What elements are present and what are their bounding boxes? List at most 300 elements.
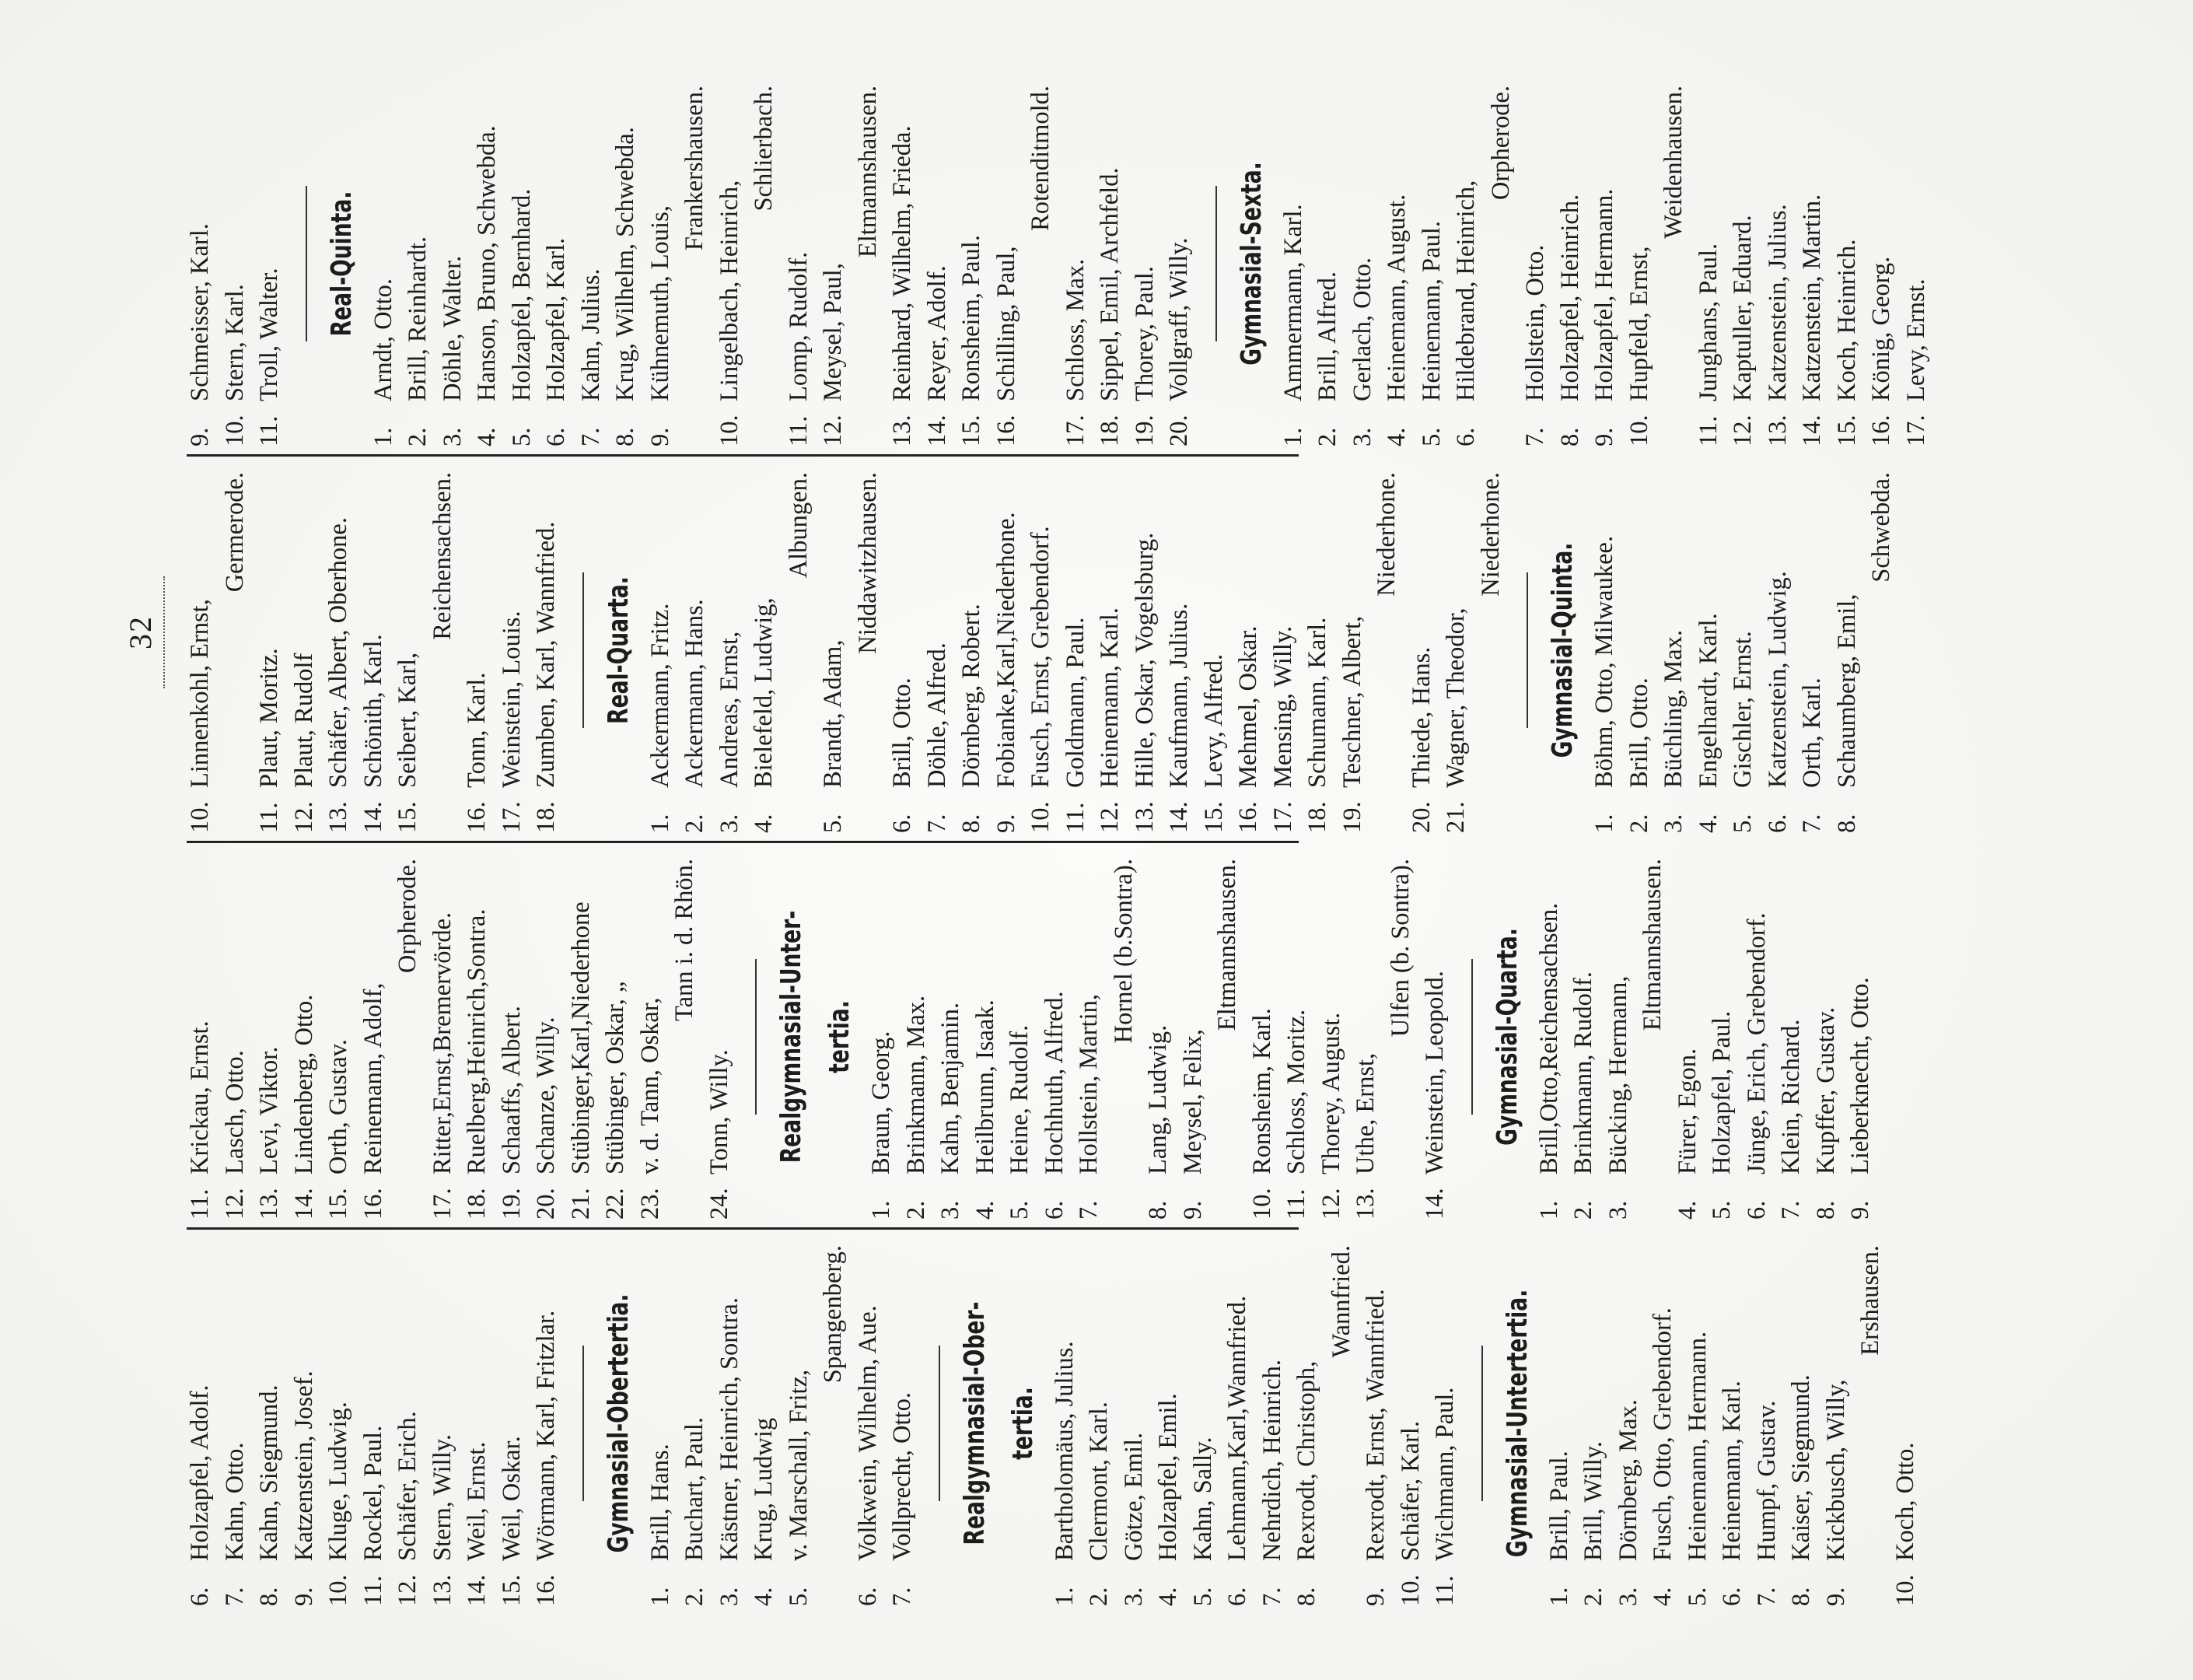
student-name: Thorey, August.: [1317, 1012, 1345, 1174]
student-entry: [1449, 81, 1484, 446]
student-entry: [529, 854, 564, 1220]
student-name: Heinemann, August.: [1383, 194, 1411, 401]
student-entry: [920, 467, 955, 833]
student-entry: [287, 1241, 322, 1606]
entry-number: 3.: [1660, 814, 1688, 833]
entry-continuation: Germerode.: [220, 472, 249, 593]
entry-number: 9.: [1178, 1200, 1207, 1220]
student-entry: [218, 1241, 253, 1606]
entry-number: 18.: [463, 1188, 491, 1220]
entry-number: 8.: [1292, 1587, 1320, 1606]
student-entry: [252, 81, 287, 446]
column-2: [183, 843, 1952, 1227]
student-name: Heinemann, Paul.: [1417, 221, 1446, 401]
entry-number: 14.: [359, 801, 387, 833]
student-entry: [1715, 1241, 1750, 1606]
student-entry: [1553, 81, 1588, 446]
entry-number: 14.: [1421, 1188, 1449, 1220]
student-entry: [920, 81, 955, 446]
entry-number: 10.: [186, 801, 214, 833]
entry-number: 16.: [1234, 801, 1262, 833]
student-name: Kahn, Sally.: [1188, 1437, 1217, 1561]
entry-continuation: Eltmannshausen.: [853, 86, 882, 258]
entry-number: 11.: [1061, 802, 1090, 833]
entry-number: 11.: [784, 415, 813, 446]
student-entry: [885, 467, 920, 833]
student-entry: [356, 854, 391, 1220]
entry-number: 15.: [957, 415, 985, 446]
entry-number: 10.: [324, 1574, 352, 1606]
student-entry: [1418, 854, 1453, 1220]
entry-number: 2.: [1085, 1587, 1113, 1606]
class-heading: Realgymnasial-Unter-: [775, 910, 807, 1164]
entry-number: 5.: [1708, 1200, 1736, 1220]
entry-number: 9.: [1590, 427, 1618, 446]
student-entry: [1314, 854, 1349, 1220]
entry-number: 1.: [1590, 814, 1618, 833]
student-name: v. d. Tann, Oskar,: [635, 997, 664, 1174]
entry-number: 23.: [635, 1188, 664, 1220]
entry-number: 1.: [1278, 427, 1307, 446]
student-entry: [1899, 81, 1934, 446]
student-entry: [1380, 81, 1415, 446]
column-1: [183, 1230, 1952, 1614]
student-entry: [1691, 467, 1726, 833]
entry-number: 12.: [220, 1188, 249, 1220]
student-name: Thorey, Paul.: [1130, 266, 1159, 401]
entry-number: 10.: [1247, 1188, 1276, 1220]
student-name: Brandt, Adam,: [819, 639, 847, 788]
student-name: Linnenkohl, Ernst,: [186, 599, 214, 788]
entry-number: 8.: [1811, 1200, 1840, 1220]
student-entry: [989, 81, 1024, 446]
student-name: Heine, Rudolf.: [1006, 1024, 1034, 1174]
entry-continuation: Eltmannshausen.: [1639, 859, 1667, 1031]
entry-number: 2.: [1625, 814, 1653, 833]
entry-number: 5.: [1683, 1587, 1712, 1606]
student-entry: [1864, 81, 1899, 446]
student-name: Heinemann, Karl.: [1096, 607, 1124, 788]
student-name: Hochhuth, Alfred.: [1040, 991, 1069, 1174]
student-name: Heinemann, Hermann.: [1683, 1331, 1712, 1561]
section-separator: [744, 959, 757, 1115]
page-number: 32: [123, 615, 158, 649]
student-name: Schilling, Paul,: [992, 246, 1020, 401]
entry-number: 19.: [1130, 415, 1159, 446]
student-name: Kickbusch, Willy,: [1821, 1379, 1850, 1561]
student-name: Katzenstein, Ludwig.: [1763, 571, 1792, 788]
section-separator: [572, 1346, 584, 1501]
student-name: Reyer, Adolf.: [922, 265, 951, 401]
student-entry: [954, 467, 989, 833]
entry-number: 5.: [507, 427, 536, 446]
student-name: Engelhardt, Karl.: [1694, 613, 1723, 788]
entry-number: 6.: [888, 814, 916, 833]
student-entry: [321, 854, 356, 1220]
student-entry: [505, 81, 540, 446]
student-entry: [1784, 1241, 1819, 1606]
student-name: Volkwein, Wilhelm, Aue.: [853, 1305, 882, 1561]
entry-number: 2.: [1579, 1587, 1607, 1606]
student-entry: [1093, 467, 1128, 833]
entry-number: 3.: [438, 427, 467, 446]
entry-continuation: Spangenberg.: [819, 1245, 847, 1384]
student-name: Bücking, Hermann,: [1604, 975, 1632, 1174]
entry-number: 11.: [1694, 415, 1723, 446]
student-entry: [252, 854, 287, 1220]
entry-number: 15.: [324, 1188, 352, 1220]
entry-number: 14.: [1165, 801, 1193, 833]
student-entry: [1310, 81, 1345, 446]
entry-number: 21.: [1442, 801, 1470, 833]
student-name: Orth, Gustav.: [324, 1039, 352, 1174]
student-entry: [1197, 467, 1232, 833]
entry-number: 4.: [1649, 1587, 1677, 1606]
student-name: Wichmann, Paul.: [1431, 1387, 1459, 1561]
student-name: Mehmel, Oskar.: [1234, 625, 1262, 788]
student-name: Brill, Hans.: [645, 1444, 674, 1561]
student-entry: [1761, 81, 1796, 446]
student-name: Schumann, Karl.: [1303, 617, 1331, 788]
student-entry: [1117, 1241, 1152, 1606]
student-entry: [183, 854, 218, 1220]
entry-number: 1.: [645, 814, 674, 833]
student-name: Gischler, Ernst.: [1729, 631, 1757, 788]
student-entry: [460, 467, 495, 833]
entry-number: 9.: [1821, 1587, 1850, 1606]
entry-number: 12.: [393, 1574, 421, 1606]
student-entry: [608, 81, 643, 446]
entry-number: 6.: [1763, 814, 1792, 833]
student-entry: [816, 467, 851, 833]
student-entry: [321, 1241, 356, 1606]
student-entry: [782, 81, 817, 446]
entry-number: 7.: [1257, 1587, 1286, 1606]
student-name: Levi, Viktor.: [255, 1046, 283, 1174]
entry-number: 6.: [1452, 427, 1480, 446]
student-name: Tonn, Karl.: [463, 672, 491, 788]
student-entry: [1888, 1241, 1923, 1606]
entry-number: 11.: [359, 1575, 387, 1606]
entry-continuation: Eltmannshausen.: [1213, 859, 1241, 1031]
student-name: Uthe, Ernst,: [1352, 1052, 1380, 1174]
entry-number: 13.: [428, 1574, 456, 1606]
entry-continuation: Weidenhausen.: [1660, 86, 1688, 239]
student-entry: [287, 854, 322, 1220]
student-entry: [1761, 467, 1796, 833]
student-name: Levy, Alfred.: [1199, 653, 1228, 788]
entry-number: 2.: [1313, 427, 1341, 446]
entry-number: 5.: [1729, 814, 1757, 833]
student-entry: [321, 467, 356, 833]
entry-number: 14.: [1798, 415, 1826, 446]
entry-number: 1.: [1534, 1200, 1563, 1220]
student-name: Weil, Oskar.: [497, 1436, 526, 1561]
entry-number: 3.: [1614, 1587, 1642, 1606]
entry-number: 17.: [1901, 415, 1930, 446]
student-name: Döhle, Alfred.: [922, 642, 951, 788]
student-name: Katzenstein, Julius.: [1763, 204, 1792, 401]
student-entry: [633, 854, 668, 1220]
student-name: Brill,Otto,Reichensachsen.: [1534, 902, 1563, 1174]
entry-number: 11.: [186, 1188, 214, 1220]
student-entry: [1750, 1241, 1785, 1606]
student-entry: [712, 1241, 747, 1606]
entry-number: 5.: [1417, 427, 1446, 446]
entry-number: 16.: [1867, 415, 1895, 446]
entry-number: 14.: [922, 415, 951, 446]
student-name: Humpf, Gustav.: [1752, 1400, 1781, 1561]
student-name: Brill, Willy.: [1579, 1441, 1607, 1561]
student-name: Lasch, Otto.: [220, 1050, 249, 1174]
student-entry: [1176, 854, 1211, 1220]
entry-continuation: Orpherode.: [1486, 86, 1515, 201]
student-entry: [954, 81, 989, 446]
student-entry: [1415, 81, 1450, 446]
student-name: Weil, Ernst.: [463, 1441, 491, 1561]
student-entry: [702, 854, 737, 1220]
student-name: Böhm, Otto, Milwaukee.: [1590, 535, 1618, 788]
student-entry: [1255, 1241, 1290, 1606]
entry-number: 15.: [1832, 415, 1861, 446]
student-entry: [1093, 81, 1128, 446]
entry-number: 4.: [971, 1200, 999, 1220]
student-name: Hollstein, Otto.: [1521, 244, 1549, 401]
student-name: Katzenstein, Martin.: [1798, 194, 1826, 401]
student-entry: [1335, 467, 1370, 833]
student-name: Kahn, Siegmund.: [255, 1384, 283, 1561]
entry-number: 21.: [566, 1188, 595, 1220]
student-name: Büchling, Max.: [1660, 629, 1688, 788]
student-entry: [1795, 81, 1830, 446]
student-entry: [1348, 854, 1383, 1220]
column-3: [183, 457, 1952, 841]
entry-number: 1.: [867, 1200, 895, 1220]
entry-number: 20.: [1407, 801, 1436, 833]
student-name: Nehrdich, Heinrich.: [1257, 1359, 1286, 1561]
student-entry: [1058, 81, 1093, 446]
student-entry: [574, 81, 609, 446]
entry-number: 12.: [289, 801, 318, 833]
student-name: Brill, Alfred.: [1313, 271, 1341, 401]
student-name: Koch, Otto.: [1890, 1442, 1919, 1561]
student-entry: [1345, 81, 1380, 446]
student-name: Fobianke,Karl,Niederhone.: [992, 512, 1020, 788]
student-entry: [1587, 467, 1622, 833]
student-entry: [1587, 81, 1622, 446]
student-entry: [677, 1241, 712, 1606]
student-name: Krickau, Ernst.: [186, 1020, 214, 1174]
entry-continuation: Niederhone.: [1373, 472, 1401, 597]
entry-number: 1.: [645, 1587, 674, 1606]
student-name: Lomp, Rudolf.: [784, 251, 813, 401]
student-name: Kaufmann, Julius.: [1165, 603, 1193, 788]
section-separator: [1516, 572, 1528, 728]
column-4: [183, 70, 1952, 454]
entry-number: 3.: [715, 1587, 743, 1606]
entry-number: 20.: [532, 1188, 560, 1220]
entry-number: 15.: [1199, 801, 1228, 833]
entry-number: 15.: [393, 801, 421, 833]
class-heading: tertia.: [1006, 1387, 1039, 1460]
entry-number: 19.: [1338, 801, 1366, 833]
class-heading: Gymnasial-Quarta.: [1491, 928, 1523, 1146]
student-entry: [1646, 1241, 1681, 1606]
student-name: Seibert, Karl,: [393, 652, 421, 788]
entry-number: 6.: [1040, 1200, 1069, 1220]
entry-number: 6.: [1223, 1587, 1251, 1606]
entry-number: 18.: [1096, 415, 1124, 446]
student-entry: [400, 81, 435, 446]
entry-number: 18.: [532, 801, 560, 833]
student-name: Holzapfel, Paul.: [1708, 1010, 1736, 1174]
entry-number: 6.: [853, 1587, 882, 1606]
student-name: Lang, Ludwig.: [1144, 1024, 1172, 1174]
student-entry: [968, 854, 1003, 1220]
student-entry: [1601, 854, 1636, 1220]
student-name: Brill, Paul.: [1544, 1451, 1573, 1561]
student-name: Plaut, Rudolf: [289, 653, 318, 788]
section-separator: [1460, 959, 1473, 1115]
student-name: Kaptuller, Eduard.: [1729, 215, 1757, 401]
entry-number: 16.: [992, 415, 1020, 446]
student-entry: [1359, 1241, 1394, 1606]
section-separator: [1205, 186, 1217, 341]
entry-continuation: Reichensachsen.: [428, 472, 456, 640]
student-entry: [495, 1241, 530, 1606]
student-name: Hollstein, Martin,: [1075, 994, 1103, 1174]
student-entry: [1691, 81, 1726, 446]
student-name: Schloss, Max.: [1061, 258, 1090, 401]
entry-number: 9.: [289, 1587, 318, 1606]
entry-number: 17.: [1061, 415, 1090, 446]
student-entry: [564, 854, 599, 1220]
student-name: Hildebrand, Heinrich,: [1452, 180, 1480, 401]
entry-number: 10.: [1396, 1574, 1425, 1606]
entry-number: 7.: [1777, 1200, 1805, 1220]
entry-number: 12.: [1096, 801, 1124, 833]
student-name: Buchart, Paul.: [680, 1416, 708, 1561]
entry-number: 11.: [255, 802, 283, 833]
student-name: Reinhard, Wilhelm, Frieda.: [888, 125, 916, 401]
student-name: Rexrodt, Ernst, Wannfried.: [1362, 1289, 1390, 1561]
student-name: Brill, Otto.: [1625, 677, 1653, 788]
student-entry: [1705, 854, 1740, 1220]
entry-number: 7.: [922, 814, 951, 833]
student-entry: [1162, 81, 1197, 446]
entry-number: 5.: [1188, 1587, 1217, 1606]
entry-number: 20.: [1165, 415, 1193, 446]
student-name: Weinstein, Louis.: [497, 611, 526, 788]
entry-number: 7.: [220, 1587, 249, 1606]
student-name: Holzapfel, Heinrich.: [1555, 194, 1584, 401]
student-entry: [643, 1241, 678, 1606]
class-heading: Gymnasial-Untertertia.: [1501, 1289, 1534, 1558]
student-name: Dörnberg, Max.: [1614, 1399, 1642, 1561]
student-entry: [1289, 1241, 1324, 1606]
student-name: Schönith, Karl.: [359, 634, 387, 788]
class-heading: tertia.: [824, 1000, 855, 1073]
student-entry: [425, 854, 460, 1220]
student-name: Koch, Heinrich.: [1832, 239, 1861, 401]
student-name: Klein, Richard.: [1777, 1019, 1805, 1174]
entry-number: 14.: [463, 1574, 491, 1606]
student-entry: [885, 81, 920, 446]
student-entry: [899, 854, 934, 1220]
student-name: Tonn, Willy.: [705, 1049, 733, 1174]
entry-number: 11.: [1431, 1575, 1459, 1606]
section-separator: [572, 572, 584, 728]
entry-number: 12.: [1317, 1188, 1345, 1220]
entry-continuation: Wannfried.: [1327, 1245, 1355, 1358]
student-name: Rexrodt, Christoph,: [1292, 1360, 1320, 1561]
entry-number: 13.: [324, 801, 352, 833]
entry-number: 16.: [532, 1574, 560, 1606]
student-entry: [1774, 854, 1809, 1220]
entry-number: 2.: [404, 427, 432, 446]
student-entry: [747, 1241, 782, 1606]
student-name: Ronsheim, Karl.: [1247, 1008, 1276, 1174]
entry-number: 1.: [369, 427, 397, 446]
student-entry: [1542, 1241, 1577, 1606]
student-name: Jünge, Erich, Grebendorf.: [1742, 912, 1771, 1174]
student-name: Mensing, Willy.: [1268, 625, 1297, 788]
student-entry: [1023, 467, 1058, 833]
student-entry: [1266, 467, 1301, 833]
student-name: Clermont, Karl.: [1085, 1402, 1113, 1561]
entry-number: 7.: [1075, 1200, 1103, 1220]
student-entry: [1231, 467, 1266, 833]
student-entry: [1566, 854, 1601, 1220]
student-name: Schaaffs, Albert.: [497, 1006, 526, 1174]
student-entry: [366, 81, 401, 446]
entry-number: 16.: [463, 801, 491, 833]
class-heading: Realgymnasial-Ober-: [958, 1301, 991, 1545]
student-entry: [712, 81, 747, 446]
student-entry: [1276, 81, 1311, 446]
student-entry: [1058, 467, 1093, 833]
student-name: Heilbrunn, Isaak.: [971, 999, 999, 1174]
student-name: Schaumberg, Emil,: [1832, 593, 1861, 788]
entry-number: 9.: [1846, 1200, 1874, 1220]
student-entry: [495, 854, 530, 1220]
entry-number: 5.: [1006, 1200, 1034, 1220]
student-entry: [1809, 854, 1844, 1220]
student-name: Hanson, Bruno, Schwebda.: [473, 125, 501, 401]
student-entry: [1082, 1241, 1117, 1606]
student-name: Holzapfel, Emil.: [1154, 1393, 1182, 1561]
student-entry: [1656, 467, 1691, 833]
student-name: Brill, Otto.: [888, 677, 916, 788]
entry-continuation: Schlierbach.: [750, 86, 778, 212]
entry-number: 3.: [936, 1200, 964, 1220]
entry-number: 12.: [1729, 415, 1757, 446]
entry-number: 3.: [1348, 427, 1376, 446]
student-entry: [1394, 1241, 1429, 1606]
student-entry: [1795, 467, 1830, 833]
student-entry: [252, 1241, 287, 1606]
student-entry: [218, 81, 253, 446]
entry-number: 13.: [1352, 1188, 1380, 1220]
section-separator: [1471, 1346, 1483, 1501]
student-name: Kahn, Benjamin.: [936, 1002, 964, 1174]
student-entry: [1726, 467, 1761, 833]
student-name: Braun, Georg.: [867, 1031, 895, 1174]
student-entry: [539, 81, 574, 446]
entry-number: 22.: [601, 1188, 629, 1220]
entry-continuation: Niddawitzhausen.: [853, 472, 882, 654]
entry-number: 7.: [888, 1587, 916, 1606]
